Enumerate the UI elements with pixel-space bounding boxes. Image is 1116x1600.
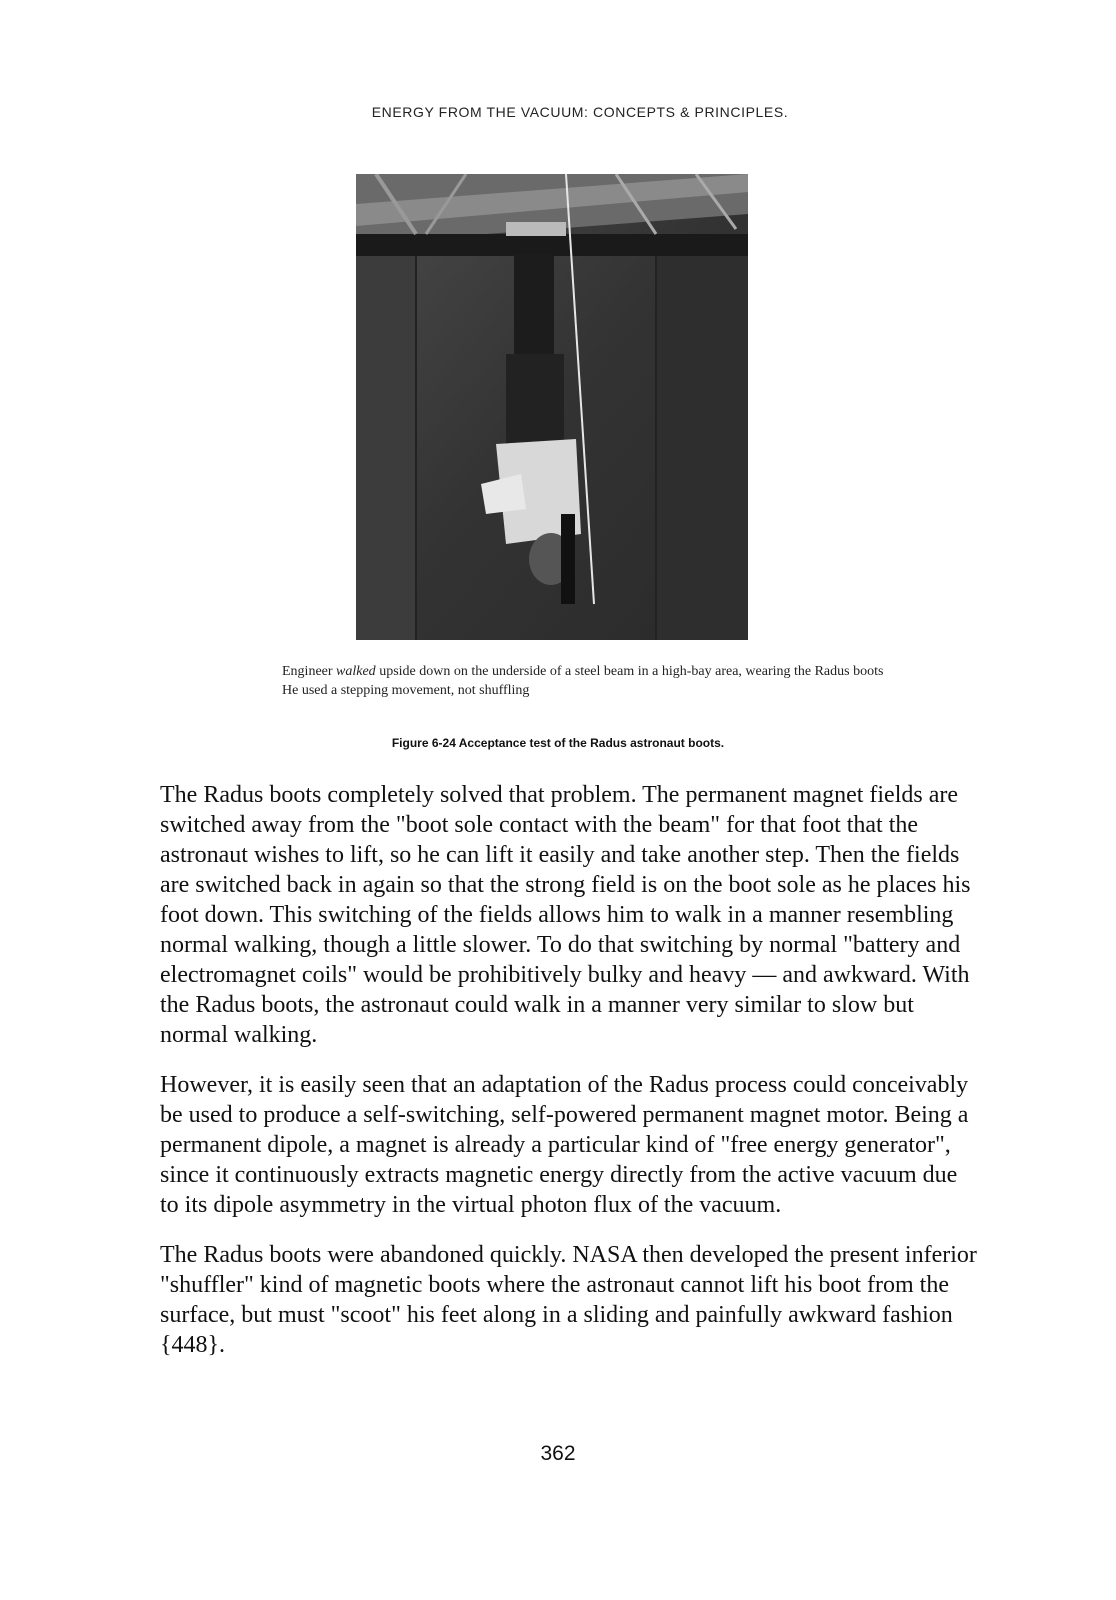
paragraph-1: The Radus boots completely solved that problem. The permanent magnet fields are switched away from the "boot sole contact with the beam" for that foot that the astronaut wishes to lift, so he can lift it easily and take another step. Then the fields are switched back in again so that the strong field is on the boot sole as he places his foot down. This switching of the fields allows him to walk in a manner resembling normal walking, though a little slower. To do that switching by normal "battery and electromagnet coils" would be prohibitively bulky and heavy — and awkward. With the Radus boots, the astronaut could walk in a manner very similar to slow but normal walking.	[160, 782, 971, 1048]
body-text	[160, 780, 980, 1380]
figure-label: Figure 6-24 Acceptance test of the Radus astronaut boots.	[391, 736, 725, 750]
figure-caption	[282, 662, 902, 700]
page-number: 362	[540, 1442, 576, 1465]
caption-part-1: Engineer	[282, 664, 337, 679]
caption-part-2: upside down on the underside of a steel beam in a high-bay area, wearing the Radus boots He used a stepping movement, not shuffling	[282, 664, 884, 698]
paragraph-2: However, it is easily seen that an adaptation of the Radus process could conceivably be used to produce a self-switching, self-powered permanent magnet motor. Being a permanent dipole, a magnet is already a particular kind of "free energy generator", since it continuously extracts magnetic energy directly from the active vacuum due to its dipole asymmetry in the virtual photon flux of the vacuum.	[160, 1072, 969, 1218]
paragraph-3: The Radus boots were abandoned quickly. NASA then developed the present inferior "shuffler" kind of magnetic boots where the astronaut cannot lift his boot from the surface, but must "scoot" his feet along in a sliding and painfully awkward fashion {448}.	[160, 1242, 977, 1358]
photo-engineer-upside-down-icon	[356, 174, 748, 640]
running-head: ENERGY FROM THE VACUUM: CONCEPTS & PRINCIPLES.	[371, 104, 789, 120]
caption-emphasis: walked	[336, 664, 376, 679]
